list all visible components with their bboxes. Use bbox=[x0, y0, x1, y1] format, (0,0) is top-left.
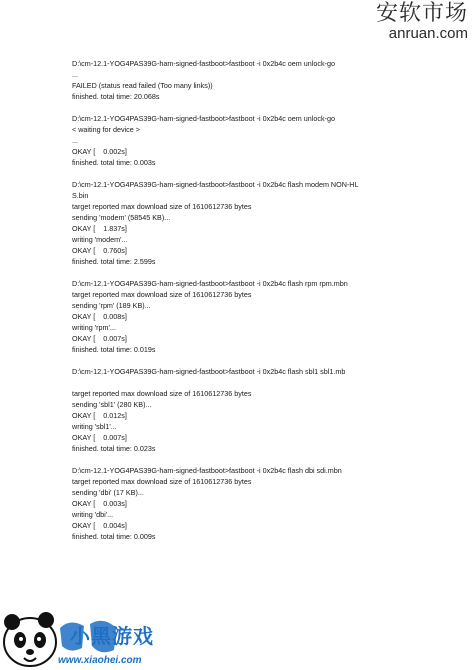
log-line: < waiting for device > bbox=[72, 125, 140, 134]
blank-line bbox=[72, 377, 452, 388]
log-line: finished. total time: 0.009s bbox=[72, 532, 156, 541]
log-line: OKAY [ 0.760s] bbox=[72, 246, 127, 255]
log-line: OKAY [ 0.008s] bbox=[72, 312, 127, 321]
log-line: FAILED (status read failed (Too many links)) bbox=[72, 81, 213, 90]
log-line: writing 'dbi'... bbox=[72, 510, 114, 519]
log-line: D:\cm-12.1-YOG4PAS39G-ham-signed-fastboot>fastboot -i 0x2b4c flash sbl1 sbl1.mb bbox=[72, 367, 346, 376]
log-line: OKAY [ 0.002s] bbox=[72, 147, 127, 156]
watermark-xiaohei-cn: 小黑游戏 bbox=[70, 624, 154, 648]
log-line: sending 'rpm' (189 KB)... bbox=[72, 301, 151, 310]
watermark-anruan-cn: 安软市场 bbox=[375, 1, 468, 26]
log-line: target reported max download size of 1610612736 bytes bbox=[72, 477, 252, 486]
log-line: finished. total time: 0.023s bbox=[72, 444, 156, 453]
blank-line bbox=[72, 267, 452, 278]
console-log bbox=[72, 58, 452, 542]
watermark-anruan bbox=[376, 2, 468, 42]
log-line: D:\cm-12.1-YOG4PAS39G-ham-signed-fastboot>fastboot -i 0x2b4c flash rpm rpm.mbn bbox=[72, 279, 348, 288]
log-line: OKAY [ 1.837s] bbox=[72, 224, 127, 233]
log-line: sending 'modem' (58545 KB)... bbox=[72, 213, 171, 222]
log-line: OKAY [ 0.004s] bbox=[72, 521, 127, 530]
log-line: D:\cm-12.1-YOG4PAS39G-ham-signed-fastboot>fastboot -i 0x2b4c flash dbi sdi.mbn bbox=[72, 466, 342, 475]
log-line: finished. total time: 20.068s bbox=[72, 92, 160, 101]
log-line: sending 'dbi' (17 KB)... bbox=[72, 488, 144, 497]
blank-line bbox=[72, 102, 452, 113]
log-line: OKAY [ 0.007s] bbox=[72, 433, 127, 442]
log-line: finished. total time: 2.599s bbox=[72, 257, 156, 266]
log-line: sending 'sbl1' (280 KB)... bbox=[72, 400, 152, 409]
watermark-xiaohei-url: www.xiaohei.com bbox=[58, 655, 142, 666]
watermark-anruan-en: anruan.com bbox=[388, 25, 468, 42]
log-line: ... bbox=[72, 136, 78, 145]
log-line: OKAY [ 0.007s] bbox=[72, 334, 127, 343]
blank-line bbox=[72, 168, 452, 179]
log-line: finished. total time: 0.019s bbox=[72, 345, 156, 354]
log-line: OKAY [ 0.003s] bbox=[72, 499, 127, 508]
log-line: D:\cm-12.1-YOG4PAS39G-ham-signed-fastboot>fastboot -i 0x2b4c oem unlock-go bbox=[72, 114, 335, 123]
blank-line bbox=[72, 454, 452, 465]
log-line: target reported max download size of 1610612736 bytes bbox=[72, 202, 252, 211]
log-line: target reported max download size of 1610612736 bytes bbox=[72, 389, 252, 398]
log-line: ... bbox=[72, 70, 78, 79]
log-line: D:\cm-12.1-YOG4PAS39G-ham-signed-fastboot>fastboot -i 0x2b4c flash modem NON-HL bbox=[72, 180, 359, 189]
log-line: target reported max download size of 1610612736 bytes bbox=[72, 290, 252, 299]
log-line: S.bin bbox=[72, 191, 89, 200]
log-line: D:\cm-12.1-YOG4PAS39G-ham-signed-fastboot>fastboot -i 0x2b4c oem unlock-go bbox=[72, 59, 335, 68]
log-line: finished. total time: 0.003s bbox=[72, 158, 156, 167]
log-line: OKAY [ 0.012s] bbox=[72, 411, 127, 420]
log-line: writing 'rpm'... bbox=[72, 323, 116, 332]
log-line: writing 'sbl1'... bbox=[72, 422, 117, 431]
blank-line bbox=[72, 355, 452, 366]
log-line: writing 'modem'... bbox=[72, 235, 128, 244]
